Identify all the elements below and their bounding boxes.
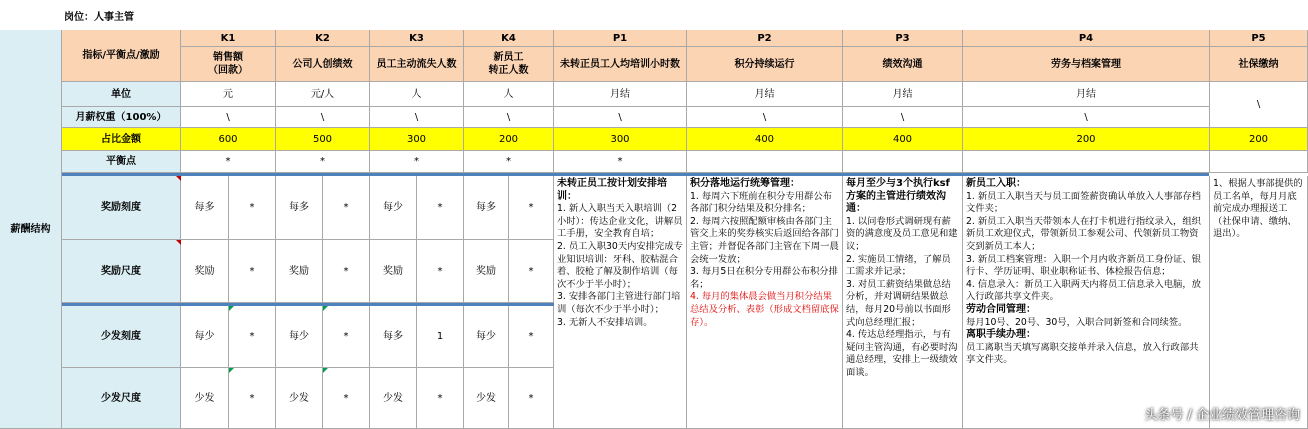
detail-p3-line: 1. 以问卷形式调研现有薪资的满意度及员工意见和建议； [846,215,958,252]
weight-k3: \ [370,107,464,128]
unit-p3: 月结 [843,82,963,107]
reward-measure-k1-a: 奖励 [181,240,229,303]
amount-k4: 200 [464,128,554,151]
balance-k3: * [370,151,464,173]
comment-marker [323,306,328,311]
detail-p4-line2: 每月10号、20号、30号，入职合同新签和合同续签。 [966,316,1188,328]
weight-k1: \ [181,107,276,128]
row-label-weight: 月薪权重（100%） [62,107,181,128]
detail-p2-line: 2. 每周六按照配额审核由各部门主管交上来的奖券核实后返回给各部门主管；并督促各部门主管在下周一晨会统一发放； [690,215,839,265]
deduct-measure-k4-b: * [509,368,554,429]
reward-measure-k4-b: * [509,240,554,303]
unit-k2: 元/人 [276,82,370,107]
deduct-measure-k2-b: * [323,368,370,429]
reward-scale-k3-a: 每少 [370,176,417,240]
weight-k2: \ [276,107,370,128]
amount-k2: 500 [276,128,370,151]
comment-marker [323,368,328,373]
detail-p3-line: 2. 实施员工情绪，了解员工需求并记录； [846,253,951,278]
deduct-scale-k2-b: * [323,306,370,368]
amount-p1: 300 [554,128,687,151]
unit-p4: 月结 [963,82,1210,107]
col-name-k2: 公司人创绩效 [276,47,370,82]
balance-k4: * [464,151,554,173]
col-code-k3: K3 [370,30,464,47]
detail-p5-line: 1、根据人事部提供的员工名单，每月月底前完成办理报送工（社保申请、缴纳、退出）。 [1213,178,1303,240]
unit-k3: 人 [370,82,464,107]
reward-scale-k4-a: 每多 [464,176,509,240]
col-name-p3: 绩效沟通 [843,47,963,82]
amount-p5: 200 [1210,128,1308,151]
incentive-label-deduct-scale: 少发刻度 [62,306,181,368]
detail-p4-line: 2. 新员工入职当天带领本人在打卡机进行指纹录入，组织新员工欢迎仪式，带领新员工参观公司、代领新员工物资交到新员工本人； [966,215,1201,252]
detail-p4-line: 1. 新员工入职当天与员工面签薪资确认单放入人事部存档文件夹； [966,190,1201,215]
detail-p1-heading: 未转正员工按计划安排培训： [557,178,667,202]
amount-p4: 200 [963,128,1210,151]
reward-measure-k2-a: 奖励 [276,240,323,303]
unit-weight-p5: \ [1210,82,1308,128]
detail-p2-line: 1. 每周六下班前在积分专用群公布各部门积分结果及积分排名； [690,190,832,215]
detail-p1-line: 3. 安排各部门主管进行部门培训（每次不少于半小时）； [557,291,681,315]
detail-p4-heading2: 劳动合同管理： [966,303,1036,315]
row-label-balance: 平衡点 [62,151,181,173]
balance-p4 [963,151,1210,173]
deduct-scale-k4-b: * [509,306,554,368]
detail-p4-line3: 员工离职当天填写离职交接单并录入信息，放入行政部共享文件夹。 [966,341,1199,366]
amount-k1: 600 [181,128,276,151]
reward-scale-k2-a: 每多 [276,176,323,240]
unit-k1: 元 [181,82,276,107]
balance-k1: * [181,151,276,173]
detail-p4-line: 4. 信息录入：新员工入职两天内将员工信息录入电脑，放入行政部共享文件夹。 [966,278,1201,303]
amount-p2: 400 [687,128,843,151]
reward-measure-k3-b: * [417,240,464,303]
incentive-label-reward-measure: 奖励尺度 [62,240,181,303]
reward-scale-k3-b: * [417,176,464,240]
deduct-measure-k1-b: * [229,368,276,429]
detail-p5 [1210,176,1308,429]
col-name-k1: 销售额 （回款） [181,47,276,82]
section-label [0,30,62,429]
reward-scale-k1-b: * [229,176,276,240]
col-code-k1: K1 [181,30,276,47]
reward-measure-k3-a: 奖励 [370,240,417,303]
incentive-label-reward-scale: 奖励刻度 [62,176,181,240]
reward-measure-k1-b: * [229,240,276,303]
deduct-measure-k3-b: * [417,368,464,429]
deduct-scale-k1-b: * [229,306,276,368]
weight-p3: \ [843,107,963,128]
section-label-text: 薪酬结构 [10,223,51,235]
detail-p1-line: 3. 无新人不安排培训。 [557,316,653,328]
comment-marker [229,368,234,373]
col-name-p5: 社保缴纳 [1210,47,1308,82]
deduct-measure-k1-a: 少发 [181,368,229,429]
deduct-scale-k3-a: 每多 [370,306,417,368]
title-row [0,0,1308,31]
deduct-scale-k1-a: 每少 [181,306,229,368]
detail-p3 [843,176,963,429]
weight-p1: \ [554,107,687,128]
detail-p2-red-line: 4. 每月的集体晨会做当月积分结果总结及分析、表彰（形成文档留底保存）。 [690,291,839,328]
col-code-k4: K4 [464,30,554,47]
col-name-p2: 积分持续运行 [687,47,843,82]
comment-marker [176,176,181,181]
detail-p2 [687,176,843,429]
header-label-text: 指标/平衡点/激励 [82,50,160,61]
incentive-label-deduct-measure: 少发尺度 [62,368,181,429]
balance-p5 [1210,151,1308,173]
comment-marker [176,240,181,245]
detail-p2-heading: 积分落地运行统筹管理： [690,178,800,189]
header-label [62,30,181,82]
deduct-measure-k3-a: 少发 [370,368,417,429]
detail-p4-heading: 新员工入职： [966,178,1026,189]
detail-p1-line: 2. 员工入职30天内安排完成专业知识培训：牙科、胶粘混合着、胶枪了解及制作培训（每次不少于半小时）； [557,240,683,290]
balance-k2: * [276,151,370,173]
reward-scale-k4-b: * [509,176,554,240]
col-code-k2: K2 [276,30,370,47]
detail-p3-line: 4. 传达总经理指示，与有疑问主管沟通，有必要时沟通总经理，安排上一级绩效面谈。 [846,329,958,378]
col-code-p2: P2 [687,30,843,47]
detail-p1 [554,176,687,429]
amount-p3: 400 [843,128,963,151]
balance-p2 [687,151,843,173]
amount-k3: 300 [370,128,464,151]
page-title: 岗位：人事主管 [64,12,134,23]
detail-p4-line: 3. 新员工档案管理：入职一个月内收齐新员工身份证、银行卡、学历证明、职业职称证书、体检报告信息； [966,253,1201,278]
unit-p2: 月结 [687,82,843,107]
col-name-p4: 劳务与档案管理 [963,47,1210,82]
reward-measure-k2-b: * [323,240,370,303]
deduct-measure-k2-a: 少发 [276,368,323,429]
col-name-k3: 员工主动流失人数 [370,47,464,82]
balance-p3 [843,151,963,173]
detail-p4 [963,176,1210,429]
col-name-p1: 未转正员工人均培训小时数 [554,47,687,82]
balance-p1: * [554,151,687,173]
reward-measure-k4-a: 奖励 [464,240,509,303]
detail-p3-line: 3. 对员工薪资结果做总结分析，并对调研结果做总结，每月20号前以书面形式向总经理汇报； [846,278,951,328]
detail-p3-heading: 每月至少与3个执行ksf方案的主管进行绩效沟通： [846,178,950,215]
deduct-scale-k3-b: 1 [417,306,464,368]
weight-p2: \ [687,107,843,128]
deduct-measure-k4-a: 少发 [464,368,509,429]
unit-k4: 人 [464,82,554,107]
detail-p4-heading3: 离职手续办理： [966,329,1036,341]
comment-marker [229,306,234,311]
reward-scale-k1-a: 每多 [181,176,229,240]
col-name-k4: 新员工 转正人数 [464,47,554,82]
unit-p1: 月结 [554,82,687,107]
watermark: 头条号 / 企业绩效管理咨询 [1144,408,1300,423]
col-code-p4: P4 [963,30,1210,47]
col-code-p3: P3 [843,30,963,47]
detail-p2-line: 3. 每月5日在积分专用群公布积分排名； [690,266,838,290]
weight-p4: \ [963,107,1210,128]
row-label-amount: 占比金额 [62,128,181,151]
detail-p1-line: 1. 新人入职当天入职培训（2小时）：传达企业文化，讲解员工手册，安全教育自培； [557,203,683,240]
row-label-unit: 单位 [62,82,181,107]
deduct-scale-k2-a: 每少 [276,306,323,368]
col-code-p5: P5 [1210,30,1308,47]
col-code-p1: P1 [554,30,687,47]
deduct-scale-k4-a: 每少 [464,306,509,368]
reward-scale-k2-b: * [323,176,370,240]
weight-k4: \ [464,107,554,128]
